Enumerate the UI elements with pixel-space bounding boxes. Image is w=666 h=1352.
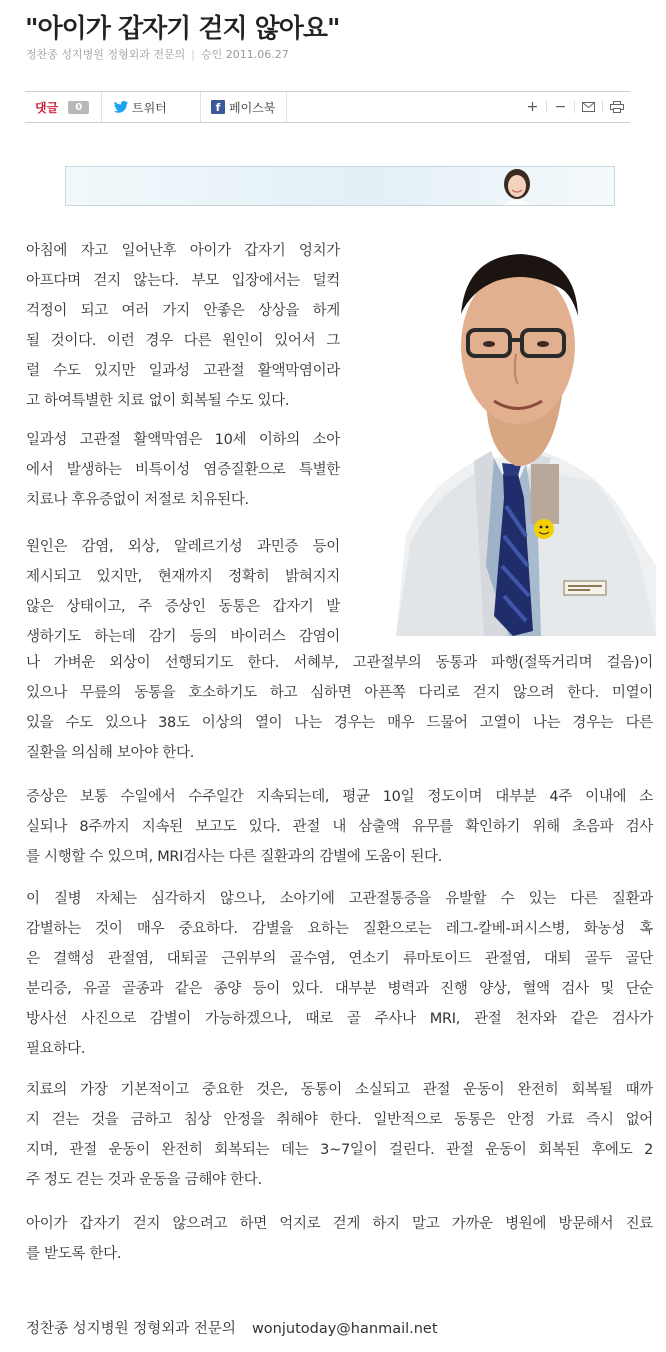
text-line: 치료의 가장 기본적이고 중요한 것은, 동통이 소실되고 관절 운동이 완전히 회복될 때까 [26,1082,653,1098]
text-line: 제시되고 있지만, 현재까지 정확히 밝혀지지 [26,569,340,585]
text-line: 나 가벼운 외상이 선행되기도 한다. 서혜부, 고관절부의 동통과 파행(절뚝거리며 걸음)이 [26,655,653,671]
text-line: 아프다며 걷지 않는다. 부모 입장에서는 덜컥 [26,273,340,289]
email-button[interactable] [575,92,602,122]
comment-label: 댓글 [35,100,59,115]
text-line: 원인은 감염, 외상, 알레르기성 과민증 등이 [26,539,340,555]
paragraph-5 [26,884,653,1064]
zoom-in-button[interactable] [519,92,546,122]
author-name: 정찬종 성지병원 정형외과 전문의 [26,48,186,61]
author-signature [26,1317,438,1338]
twitter-share-button[interactable] [103,92,201,122]
text-line: 필요하다. [26,1041,86,1057]
article-tools [519,92,630,122]
print-button[interactable] [603,92,630,122]
text-line: 있으나 무릎의 동통을 호소하기도 하고 심하면 아픈쪽 다리로 걷지 않으려 한다. 미열이 [26,685,653,701]
text-line: 않은 상태이고, 주 증상인 동통은 갑자기 발 [26,599,340,615]
byline-divider: | [191,48,195,61]
twitter-bird-icon [113,101,129,113]
doctor-portrait [366,236,656,636]
text-line: 생하기도 하는데 감기 등의 바이러스 감염이 [26,629,340,645]
text-line: 증상은 보통 수일에서 수주일간 지속되는데, 평균 10일 정도이며 대부분 4주 이내에 소 [26,789,653,805]
text-line: 를 시행할 수 있으며, MRI검사는 다른 질환과의 감별에 도움이 된다. [26,849,443,865]
paragraph-3-upper [26,532,340,652]
envelope-icon [582,102,595,112]
author-email[interactable]: wonjutoday@hanmail.net [251,1321,438,1337]
text-line: 이 질병 자체는 심각하지 않으나, 소아기에 고관절통증을 유발할 수 있는 다른 질환과 [26,891,653,907]
banner-model-image [498,168,536,206]
text-line: 은 결핵성 관절염, 대퇴골 근위부의 골수염, 연소기 류마토이드 관절염, 대퇴 골두 골단 [26,951,653,967]
comment-count-badge: 0 [68,101,89,114]
signature-name: 정찬종 성지병원 정형외과 전문의 [26,1321,236,1337]
paragraph-1 [26,236,340,416]
text-line: 있을 수도 있으나 38도 이상의 열이 나는 경우는 매우 드물어 고열이 나는 경우는 다른 [26,715,653,731]
text-line: 질환을 의심해 보아야 한다. [26,745,195,761]
approval-date: 승인 2011.06.27 [200,48,289,61]
text-line: 걱정이 되고 여러 가지 안좋은 상상을 하게 [26,303,340,319]
text-line: 될 것이다. 이런 경우 다른 원인이 있어서 그 [26,333,340,349]
zoom-out-button[interactable] [547,92,574,122]
article-byline [26,46,289,62]
article-title: "아이가 갑자기 걷지 않아요" [25,14,340,44]
printer-icon [610,101,624,113]
facebook-share-button[interactable] [201,92,287,122]
text-line: 럴 수도 있지만 일과성 고관절 활액막염이라 [26,363,340,379]
share-toolbar [25,91,630,123]
text-line: 아이가 갑자기 걷지 않으려고 하면 억지로 걷게 하지 말고 가까운 병원에 방문해서 진료 [26,1216,653,1232]
text-line: 지 걷는 것을 금하고 침상 안정을 취해야 한다. 일반적으로 동통은 안정 가료 즉시 없어 [26,1112,653,1128]
paragraph-2 [26,425,340,515]
paragraph-7 [26,1209,653,1269]
text-line: 방사선 사진으로 감별이 가능하겠으나, 때로 골 주사나 MRI, 관절 천자와 같은 검사가 [26,1011,653,1027]
comment-button[interactable] [25,92,102,122]
paragraph-3-lower [26,648,653,768]
text-line: 주 정도 걷는 것과 운동을 금해야 한다. [26,1172,262,1188]
text-line: 를 받도록 한다. [26,1246,122,1262]
text-line: 분리증, 유골 골종과 같은 종양 등이 있다. 대부분 병력과 진행 양상, 혈액 검사 및 단순 [26,981,653,997]
text-line: 에서 발생하는 비특이성 염증질환으로 특별한 [26,462,340,478]
paragraph-4 [26,782,653,872]
facebook-logo-icon: f [211,100,225,114]
text-line: 일과성 고관절 활액막염은 10세 이하의 소아 [26,432,340,448]
text-line: 치료나 후유증없이 저절로 치유된다. [26,492,249,508]
text-line: 고 하여특별한 치료 없이 회복될 수도 있다. [26,393,290,409]
text-line: 아침에 자고 일어난후 아이가 갑자기 엉치가 [26,243,340,259]
facebook-label: 페이스북 [229,100,276,115]
twitter-label: 트위터 [132,100,167,115]
advertisement-banner[interactable] [65,166,615,206]
plus-icon: + [526,99,539,115]
text-line: 실되나 8주까지 지속된 보고도 있다. 관절 내 삼출액 유무를 확인하기 위해 초음파 검사 [26,819,653,835]
doctor-illustration [366,236,656,636]
text-line: 지며, 관절 운동이 완전히 회복되는 데는 3~7일이 걸린다. 관절 운동이 회복된 후에도 2 [26,1142,653,1158]
paragraph-6 [26,1075,653,1195]
minus-icon: − [554,99,567,115]
text-line: 감별하는 것이 매우 중요하다. 감별을 요하는 질환으로는 레그-칼베-퍼시스병, 화농성 혹 [26,921,653,937]
